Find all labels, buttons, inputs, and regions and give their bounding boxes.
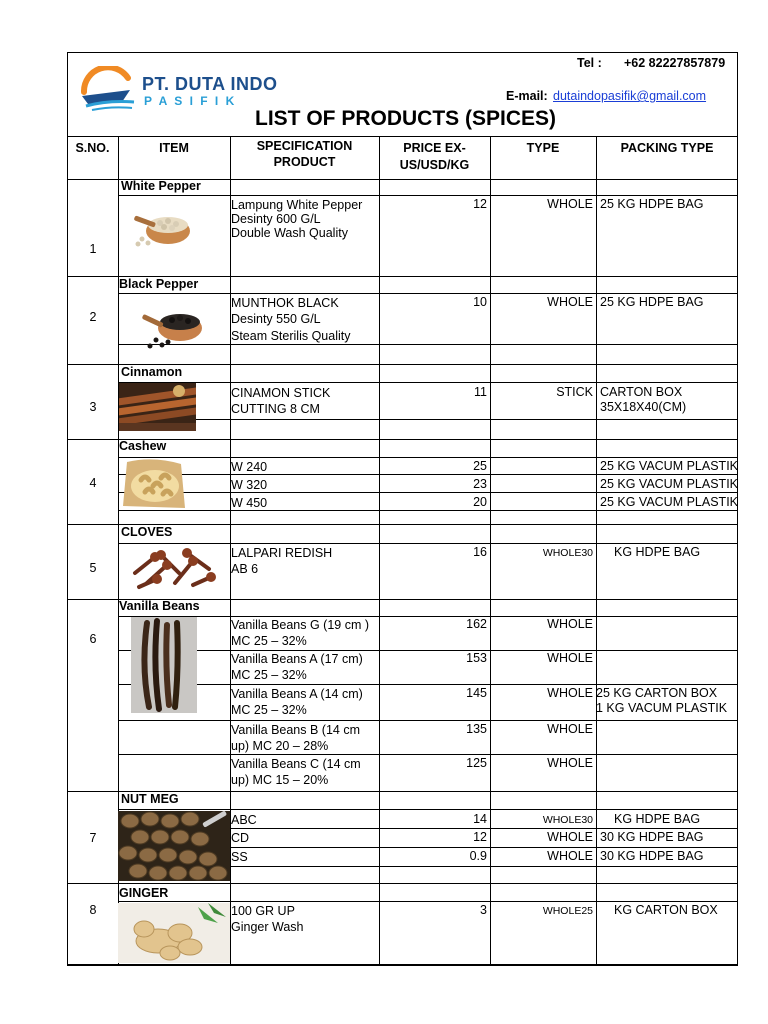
header-spec-line1: SPECIFICATION xyxy=(256,139,353,153)
price-cell: 162 xyxy=(466,617,487,631)
packing-cell: 25 KG VACUM PLASTIK xyxy=(600,459,739,473)
category-vanilla-beans: Vanilla Beans xyxy=(119,599,200,613)
type-cell: WHOLE25 xyxy=(542,905,593,917)
spec-line: CD xyxy=(231,831,250,845)
spec-line: W 240 xyxy=(231,460,268,474)
page-title: LIST OF PRODUCTS (SPICES) xyxy=(255,107,557,130)
packing-cell: KG HDPE BAG xyxy=(614,545,701,559)
category-cinnamon: Cinnamon xyxy=(121,365,183,379)
packing-cell: 25 KG HDPE BAG xyxy=(600,197,704,211)
table-rule xyxy=(118,510,738,511)
category-ginger: GINGER xyxy=(119,886,169,900)
price-cell: 11 xyxy=(474,385,487,399)
cinnamon-image xyxy=(119,383,196,431)
category-white-pepper: White Pepper xyxy=(121,179,201,193)
header-price-line1: PRICE EX- xyxy=(403,141,466,155)
type-cell: WHOLE xyxy=(547,197,593,211)
vanilla-beans-image xyxy=(131,617,197,713)
type-cell: WHOLE xyxy=(547,617,593,631)
price-cell: 125 xyxy=(466,756,487,770)
spec-line: LALPARI REDISH xyxy=(231,546,333,560)
sno-3: 3 xyxy=(89,400,97,414)
price-cell: 135 xyxy=(466,722,487,736)
cashew-image xyxy=(119,456,188,512)
spec-line: SS xyxy=(231,850,248,864)
spec-line: up) MC 15 – 20% xyxy=(231,773,329,787)
category-black-pepper: Black Pepper xyxy=(119,277,199,291)
price-cell: 3 xyxy=(480,903,487,917)
table-rule xyxy=(118,474,738,475)
table-rule xyxy=(67,883,738,884)
category-nutmeg: NUT MEG xyxy=(121,792,179,806)
category-cloves: CLOVES xyxy=(121,525,173,539)
table-rule xyxy=(118,382,738,383)
header-sno: S.NO. xyxy=(75,141,110,155)
table-rule xyxy=(118,901,738,902)
table-rule xyxy=(67,136,738,137)
sno-5: 5 xyxy=(89,561,97,575)
price-cell: 10 xyxy=(473,295,487,309)
sno-6: 6 xyxy=(89,632,97,646)
packing-cell: KG HDPE BAG xyxy=(614,812,701,826)
header-item: ITEM xyxy=(159,141,189,155)
spec-line: up) MC 20 – 28% xyxy=(231,739,329,753)
spec-line: Desinty 600 G/L xyxy=(231,212,321,226)
packing-cell: 25 KG HDPE BAG xyxy=(600,295,704,309)
spec-line: AB 6 xyxy=(231,562,259,576)
spec-line: Vanilla Beans G (19 cm ) xyxy=(231,618,370,632)
table-rule xyxy=(118,684,738,685)
tel-label: Tel : xyxy=(577,56,602,70)
spec-line: MC 25 – 32% xyxy=(231,703,307,717)
type-cell: WHOLE xyxy=(547,756,593,770)
company-name: PT. DUTA INDO xyxy=(142,74,278,94)
type-cell: WHOLE xyxy=(547,722,593,736)
ginger-image xyxy=(118,903,230,963)
packing-cell: 35X18X40(CM) xyxy=(600,400,687,414)
type-cell: WHOLE xyxy=(547,686,593,700)
spec-line: MC 25 – 32% xyxy=(231,668,307,682)
price-cell: 12 xyxy=(473,830,487,844)
sno-8: 8 xyxy=(89,903,97,917)
table-rule xyxy=(596,136,597,965)
table-rule xyxy=(118,492,738,493)
spec-line: Ginger Wash xyxy=(231,920,304,934)
table-rule xyxy=(118,720,738,721)
email-label: E-mail: xyxy=(506,89,548,103)
spec-line: Desinty 550 G/L xyxy=(231,312,321,326)
black-pepper-image xyxy=(140,300,204,352)
type-cell: STICK xyxy=(556,385,593,399)
price-cell: 145 xyxy=(466,686,487,700)
type-cell: WHOLE30 xyxy=(542,814,593,826)
packing-cell: 25 KG VACUM PLASTIK xyxy=(600,495,739,509)
spec-line: Lampung White Pepper xyxy=(231,198,363,212)
header-spec-line2: PRODUCT xyxy=(273,155,336,169)
packing-cell: KG CARTON BOX xyxy=(614,903,718,917)
type-cell: WHOLE xyxy=(547,830,593,844)
tel-number: +62 82227857879 xyxy=(624,56,726,70)
packing-cell: 25 KG VACUM PLASTIK xyxy=(600,477,739,491)
table-rule xyxy=(118,457,738,458)
type-cell: WHOLE30 xyxy=(542,547,593,559)
sno-4: 4 xyxy=(89,476,97,490)
table-rule xyxy=(118,809,738,810)
price-cell: 20 xyxy=(473,495,487,509)
spec-line: Vanilla Beans C (14 cm xyxy=(231,757,361,771)
table-rule xyxy=(67,965,738,966)
spec-line: Vanilla Beans A (17 cm) xyxy=(231,652,363,666)
spec-line: MC 25 – 32% xyxy=(231,634,307,648)
header-packing: PACKING TYPE xyxy=(620,141,714,155)
sno-2: 2 xyxy=(89,310,97,324)
type-cell: WHOLE xyxy=(547,849,593,863)
sno-7: 7 xyxy=(89,831,97,845)
table-rule xyxy=(118,419,738,420)
price-cell: 0.9 xyxy=(469,849,487,863)
price-cell: 153 xyxy=(466,651,487,665)
nutmeg-image xyxy=(118,811,230,881)
sno-1: 1 xyxy=(89,242,97,256)
company-name-sub: P A S I F I K xyxy=(144,94,237,108)
packing-cell: 25 KG CARTON BOX xyxy=(596,686,718,700)
type-cell: WHOLE xyxy=(547,295,593,309)
spec-line: W 450 xyxy=(231,496,268,510)
white-pepper-image xyxy=(130,203,192,249)
price-cell: 12 xyxy=(473,197,487,211)
spec-line: Double Wash Quality xyxy=(231,226,348,240)
category-cashew: Cashew xyxy=(119,439,167,453)
packing-cell: 30 KG HDPE BAG xyxy=(600,830,704,844)
type-cell: WHOLE xyxy=(547,651,593,665)
spec-line: Vanilla Beans A (14 cm) xyxy=(231,687,363,701)
packing-cell: 1 KG VACUM PLASTIK xyxy=(596,701,728,715)
header-price-line2: US/USD/KG xyxy=(399,158,470,172)
table-rule xyxy=(118,293,738,294)
packing-cell: 30 KG HDPE BAG xyxy=(600,849,704,863)
spec-line: ABC xyxy=(231,813,257,827)
price-cell: 16 xyxy=(473,545,487,559)
spec-line: 100 GR UP xyxy=(231,904,295,918)
packing-cell: CARTON BOX xyxy=(600,385,683,399)
spec-line: Steam Sterilis Quality xyxy=(231,329,351,343)
header-type: TYPE xyxy=(526,141,560,155)
ship-logo-icon xyxy=(78,66,138,112)
price-cell: 14 xyxy=(473,812,487,826)
spec-line: Vanilla Beans B (14 cm xyxy=(231,723,360,737)
table-rule xyxy=(67,439,738,440)
spec-line: MUNTHOK BLACK xyxy=(231,296,339,310)
company-logo xyxy=(78,66,278,114)
email-link[interactable]: dutaindopasifik@gmail.com xyxy=(553,89,707,103)
spec-line: W 320 xyxy=(231,478,268,492)
spec-line: CUTTING 8 CM xyxy=(231,402,320,416)
price-cell: 23 xyxy=(473,477,487,491)
spec-line: CINAMON STICK xyxy=(231,386,331,400)
table-rule xyxy=(118,754,738,755)
table-rule xyxy=(118,344,738,345)
price-cell: 25 xyxy=(473,459,487,473)
table-rule xyxy=(118,195,738,196)
cloves-image xyxy=(127,543,217,591)
